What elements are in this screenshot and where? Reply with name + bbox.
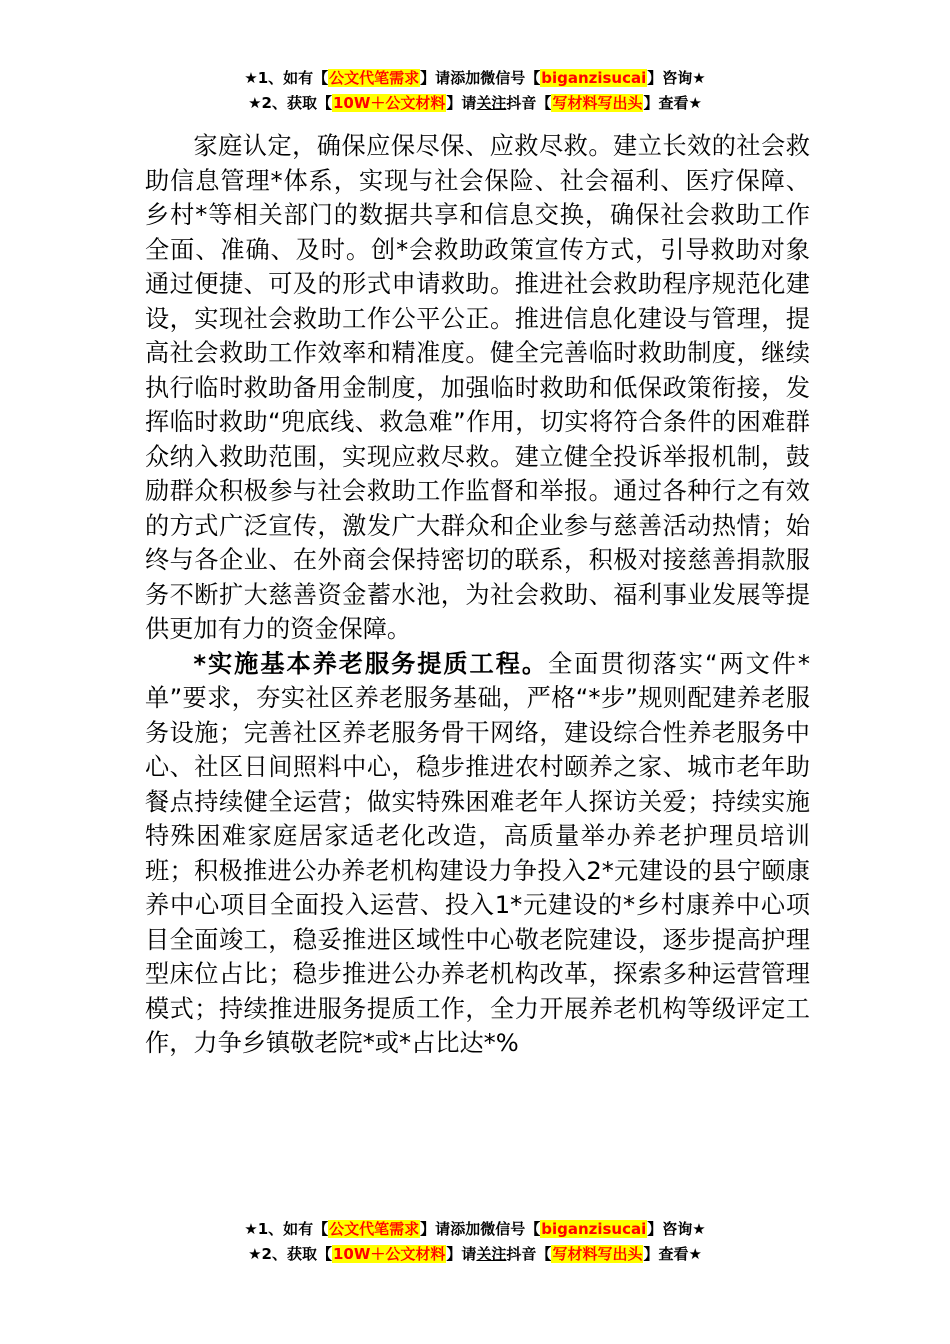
banner-text: 】请 bbox=[446, 1245, 477, 1263]
banner-text: 抖音【 bbox=[506, 94, 552, 112]
banner-emphasis: 关注 bbox=[476, 1245, 507, 1263]
banner-text: 微信号【 bbox=[480, 1220, 541, 1238]
footer-banner bbox=[0, 1217, 950, 1267]
paragraph-2 bbox=[145, 647, 810, 1061]
banner-wechat-id: biganzisucai bbox=[541, 69, 647, 87]
banner-highlight: 10W＋公文材料 bbox=[332, 1245, 446, 1263]
banner-highlight: 公文代笔需求 bbox=[329, 69, 420, 87]
paragraph-2-heading: *实施基本养老服务提质工程。 bbox=[193, 649, 549, 678]
banner-text: 】咨询★ bbox=[647, 1220, 706, 1238]
banner-text: 】请 bbox=[420, 69, 451, 87]
banner-text: 微信号【 bbox=[480, 69, 541, 87]
banner-line-2 bbox=[0, 1242, 950, 1267]
document-body bbox=[145, 129, 810, 1061]
banner-text: 】查看★ bbox=[643, 1245, 702, 1263]
banner-highlight: 10W＋公文材料 bbox=[332, 94, 446, 112]
banner-emphasis: 添加 bbox=[450, 1220, 481, 1238]
banner-douyin-id: 写材料写出头 bbox=[552, 94, 643, 112]
banner-douyin-id: 写材料写出头 bbox=[552, 1245, 643, 1263]
banner-wechat-id: biganzisucai bbox=[541, 1220, 647, 1238]
banner-text: ★2、获取【 bbox=[248, 94, 332, 112]
banner-line-1 bbox=[0, 1217, 950, 1242]
banner-highlight: 公文代笔需求 bbox=[329, 1220, 420, 1238]
banner-text: 】咨询★ bbox=[647, 69, 706, 87]
paragraph-2-text: 全面贯彻落实“两文件*单”要求，夯实社区养老服务基础，严格“*步”规则配建养老服务设施；完善社区养老服务骨干网络，建设综合性养老服务中心、社区日间照料中心，稳步推进农村颐养之家、城市老年助餐点持续健全运营；做实特殊困难老年人探访关爱；持续实施特殊困难家庭居家适老化改造，高质量举办养老护理员培训班；积极推进公办养老机构建设力争投入2*元建设的县宁颐康养中心项目全面投入运营、投入1*元建设的*乡村康养中心项目全面竣工，稳妥推进区域性中心敬老院建设，逐步提高护理型床位占比；稳步推进公办养老机构改革，探索多种运营管理模式；持续推进服务提质工作，全力开展养老机构等级评定工作，力争乡镇敬老院*或*占比达*% bbox=[145, 649, 810, 1057]
banner-text: 】请 bbox=[420, 1220, 451, 1238]
banner-text: ★1、如有【 bbox=[244, 69, 329, 87]
banner-line-2 bbox=[0, 91, 950, 116]
paragraph-1: 家庭认定，确保应保尽保、应救尽救。建立长效的社会救助信息管理*体系，实现与社会保险、社会福利、医疗保障、乡村*等相关部门的数据共享和信息交换，确保社会救助工作全面、准确、及时。创*会救助政策宣传方式，引导救助对象通过便捷、可及的形式申请救助。推进社会救助程序规范化建设，实现社会救助工作公平公正。推进信息化建设与管理，提高社会救助工作效率和精准度。健全完善临时救助制度，继续执行临时救助备用金制度，加强临时救助和低保政策衔接，发挥临时救助“兜底线、救急难”作用，切实将符合条件的困难群众纳入救助范围，实现应救尽救。建立健全投诉举报机制，鼓励群众积极参与社会救助工作监督和举报。通过各种行之有效的方式广泛宣传，激发广大群众和企业参与慈善活动热情；始终与各企业、在外商会保持密切的联系，积极对接慈善捐款服务不断扩大慈善资金蓄水池，为社会救助、福利事业发展等提供更加有力的资金保障。 bbox=[145, 132, 810, 643]
banner-emphasis: 关注 bbox=[476, 94, 507, 112]
banner-emphasis: 添加 bbox=[450, 69, 481, 87]
header-banner bbox=[0, 66, 950, 116]
banner-text: 】请 bbox=[446, 94, 477, 112]
banner-line-1 bbox=[0, 66, 950, 91]
banner-text: ★1、如有【 bbox=[244, 1220, 329, 1238]
banner-text: 抖音【 bbox=[506, 1245, 552, 1263]
banner-text: 】查看★ bbox=[643, 94, 702, 112]
banner-text: ★2、获取【 bbox=[248, 1245, 332, 1263]
